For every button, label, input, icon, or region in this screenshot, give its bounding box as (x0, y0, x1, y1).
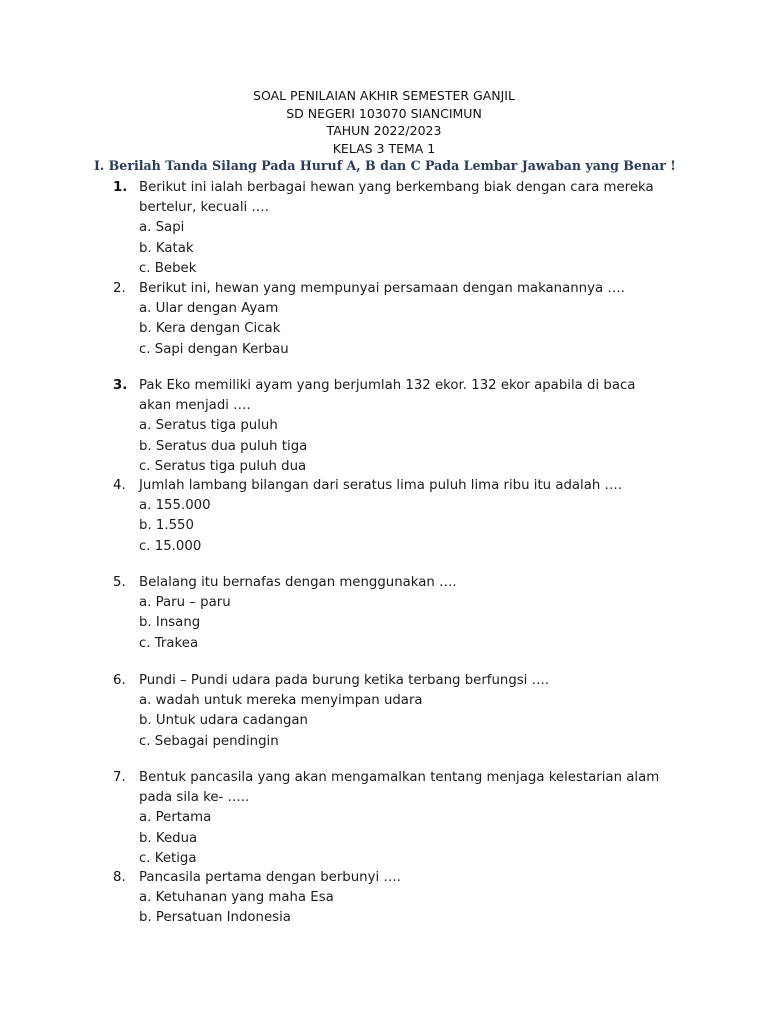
answer-option: b. Katak (139, 240, 194, 256)
answer-option: b. 1.550 (139, 518, 194, 534)
section-instruction: I. Berilah Tanda Silang Pada Huruf A, B dan C Pada Lembar Jawaban yang Benar ! (94, 158, 676, 173)
question-text: Bentuk pancasila yang akan mengamalkan tentang menjaga kelestarian alam pada sila ke- ….. (139, 770, 660, 806)
question-text: Berikut ini, hewan yang mempunyai persamaan dengan makanannya …. (139, 281, 625, 296)
answer-option: c. Bebek (139, 260, 197, 276)
school-year: TAHUN 2022/2023 (326, 123, 442, 138)
answer-option: a. Pertama (139, 810, 212, 826)
answer-option: c. Sebagai pendingin (139, 733, 279, 749)
question-body (139, 671, 669, 752)
answer-option: c. Trakea (139, 635, 199, 651)
question-body (139, 768, 669, 869)
question-text: Pundi – Pundi udara pada burung ketika terbang berfungsi …. (139, 673, 550, 688)
question-number: 4. (113, 478, 126, 493)
answer-option: a. wadah untuk mereka menyimpan udara (139, 693, 423, 709)
answer-option: b. Kedua (139, 830, 198, 846)
question-body (139, 868, 669, 929)
question-body (139, 178, 669, 279)
question-text: Jumlah lambang bilangan dari seratus lima puluh lima ribu itu adalah …. (139, 478, 623, 493)
question-text: Belalang itu bernafas dengan menggunakan …. (139, 575, 457, 590)
question-text: Pak Eko memiliki ayam yang berjumlah 132 ekor. 132 ekor apabila di baca akan menjadi …. (139, 378, 636, 414)
answer-option: a. Sapi (139, 220, 185, 236)
answer-option: b. Kera dengan Cicak (139, 321, 281, 337)
school-name: SD NEGERI 103070 SIANCIMUN (286, 106, 482, 121)
question-number: 5. (113, 575, 126, 590)
answer-option: b. Insang (139, 615, 201, 631)
question-body (139, 573, 669, 654)
answer-option: c. Sapi dengan Kerbau (139, 341, 289, 357)
question-body (139, 376, 669, 477)
answer-option: b. Seratus dua puluh tiga (139, 438, 308, 454)
question-number: 7. (113, 770, 126, 785)
exam-title: SOAL PENILAIAN AKHIR SEMESTER GANJIL (253, 88, 515, 103)
question-text: Berikut ini ialah berbagai hewan yang berkembang biak dengan cara mereka bertelur, kecuali …. (139, 180, 654, 216)
answer-option: a. Ular dengan Ayam (139, 301, 279, 317)
answer-option: c. Ketiga (139, 850, 197, 866)
question-number: 6. (113, 673, 126, 688)
answer-option: c. Seratus tiga puluh dua (139, 458, 307, 474)
answer-option: b. Persatuan Indonesia (139, 910, 291, 926)
answer-option: a. 155.000 (139, 498, 211, 514)
answer-option: b. Untuk udara cadangan (139, 713, 308, 729)
question-body (139, 476, 669, 557)
answer-option: c. 15.000 (139, 538, 202, 554)
answer-option: a. Paru – paru (139, 595, 231, 611)
question-body (139, 279, 669, 360)
question-text: Pancasila pertama dengan berbunyi …. (139, 870, 401, 885)
question-number: 8. (113, 870, 126, 885)
question-number: 1. (113, 180, 128, 195)
class-theme: KELAS 3 TEMA 1 (332, 141, 436, 156)
answer-option: a. Ketuhanan yang maha Esa (139, 890, 334, 906)
answer-option: a. Seratus tiga puluh (139, 418, 278, 434)
question-number: 3. (113, 378, 128, 393)
question-number: 2. (113, 281, 126, 296)
